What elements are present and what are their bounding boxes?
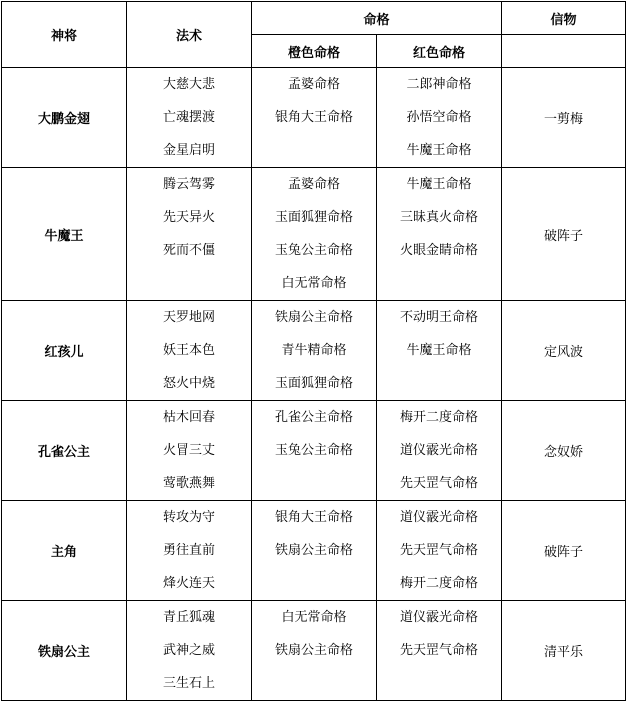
fate-item: 梅开二度命格 (400, 410, 479, 425)
fate-item: 银角大王命格 (274, 510, 353, 525)
fate-item (252, 134, 376, 167)
spell-item: 金星启明 (162, 143, 215, 158)
hero-name-cell: 主角 (2, 501, 127, 601)
hero-name-cell: 大鹏金翅 (2, 68, 127, 168)
fate-item (252, 667, 376, 700)
spell-item: 腾云驾雾 (162, 177, 215, 192)
fate-item: 道仪霰光命格 (400, 443, 479, 458)
fate-item: 玉兔公主命格 (274, 243, 353, 258)
table-row (2, 301, 626, 401)
table-row (2, 601, 626, 701)
hero-name-cell: 孔雀公主 (2, 401, 127, 501)
spell-item: 亡魂摆渡 (162, 110, 215, 125)
spell-item: 怒火中烧 (162, 376, 215, 391)
fate-item: 青牛精命格 (281, 343, 347, 358)
fate-item: 先天罡气命格 (400, 543, 479, 558)
fate-item (377, 367, 501, 400)
fate-item: 牛魔王命格 (406, 343, 472, 358)
table-row (2, 68, 626, 168)
spell-item: 妖王本色 (162, 343, 215, 358)
fate-item: 先天罡气命格 (400, 643, 479, 658)
hero-name-cell: 牛魔王 (2, 168, 127, 301)
spell-list-cell (127, 68, 252, 168)
fate-item: 牛魔王命格 (406, 177, 472, 192)
fate-item: 孟婆命格 (287, 77, 340, 92)
red-fate-cell (377, 501, 502, 601)
red-fate-cell (377, 168, 502, 301)
header-token-blank (502, 35, 626, 68)
spell-item: 死而不僵 (162, 243, 215, 258)
fate-item: 玉面狐狸命格 (274, 376, 353, 391)
spell-item: 天罗地网 (162, 310, 215, 325)
red-fate-cell (377, 301, 502, 401)
fate-item: 白无常命格 (281, 610, 347, 625)
spell-item: 勇往直前 (162, 543, 215, 558)
fate-item: 孔雀公主命格 (274, 410, 353, 425)
spell-item: 火冒三丈 (162, 443, 215, 458)
fate-item (252, 467, 376, 500)
token-cell: 一剪梅 (502, 68, 626, 168)
header-spell: 法术 (127, 2, 252, 68)
fate-item: 道仪霰光命格 (400, 510, 479, 525)
fate-item: 先天罡气命格 (400, 476, 479, 491)
orange-fate-cell (252, 301, 377, 401)
token-cell: 清平乐 (502, 601, 626, 701)
fate-item: 玉兔公主命格 (274, 443, 353, 458)
token-cell: 破阵子 (502, 501, 626, 601)
header-hero: 神将 (2, 2, 127, 68)
fate-item: 三昧真火命格 (400, 210, 479, 225)
spell-list-cell (127, 401, 252, 501)
orange-fate-cell (252, 401, 377, 501)
spell-item: 烽火连天 (162, 576, 215, 591)
red-fate-cell (377, 401, 502, 501)
fate-item (252, 567, 376, 600)
table-row (2, 401, 626, 501)
spell-list-cell (127, 601, 252, 701)
red-fate-cell (377, 601, 502, 701)
fate-item: 道仪霰光命格 (400, 610, 479, 625)
header-row-1 (2, 2, 626, 35)
table-row (2, 168, 626, 301)
spell-item: 大慈大悲 (162, 77, 215, 92)
orange-fate-cell (252, 501, 377, 601)
token-cell: 破阵子 (502, 168, 626, 301)
red-fate-cell (377, 68, 502, 168)
fate-item: 铁扇公主命格 (274, 543, 353, 558)
spell-list-cell (127, 501, 252, 601)
spell-item: 转攻为守 (162, 510, 215, 525)
fate-item: 二郎神命格 (406, 77, 472, 92)
header-orange-fate: 橙色命格 (252, 35, 377, 68)
fate-item (377, 667, 501, 700)
header-token: 信物 (502, 2, 626, 35)
token-cell: 念奴娇 (502, 401, 626, 501)
spell-item: 三生石上 (162, 676, 215, 691)
spell-list-cell (127, 168, 252, 301)
header-fate: 命格 (252, 2, 502, 35)
fate-item: 火眼金睛命格 (400, 243, 479, 258)
orange-fate-cell (252, 168, 377, 301)
spell-list-cell (127, 301, 252, 401)
orange-fate-cell (252, 601, 377, 701)
header-red-fate: 红色命格 (377, 35, 502, 68)
fate-item: 银角大王命格 (274, 110, 353, 125)
hero-name-cell: 铁扇公主 (2, 601, 127, 701)
fate-item: 白无常命格 (281, 276, 347, 291)
fate-item: 铁扇公主命格 (274, 310, 353, 325)
spell-item (127, 267, 251, 300)
spell-item: 武神之威 (162, 643, 215, 658)
fate-item: 孙悟空命格 (406, 110, 472, 125)
hero-fate-table (1, 1, 626, 701)
orange-fate-cell (252, 68, 377, 168)
spell-item: 莺歌燕舞 (162, 476, 215, 491)
fate-item (377, 267, 501, 300)
hero-name-cell: 红孩儿 (2, 301, 127, 401)
fate-item: 孟婆命格 (287, 177, 340, 192)
fate-item: 牛魔王命格 (406, 143, 472, 158)
fate-item: 玉面狐狸命格 (274, 210, 353, 225)
fate-item: 梅开二度命格 (400, 576, 479, 591)
token-cell: 定风波 (502, 301, 626, 401)
table-row (2, 501, 626, 601)
fate-item: 铁扇公主命格 (274, 643, 353, 658)
fate-item: 不动明王命格 (400, 310, 479, 325)
spell-item: 枯木回春 (162, 410, 215, 425)
spell-item: 先天异火 (162, 210, 215, 225)
spell-item: 青丘狐魂 (162, 610, 215, 625)
